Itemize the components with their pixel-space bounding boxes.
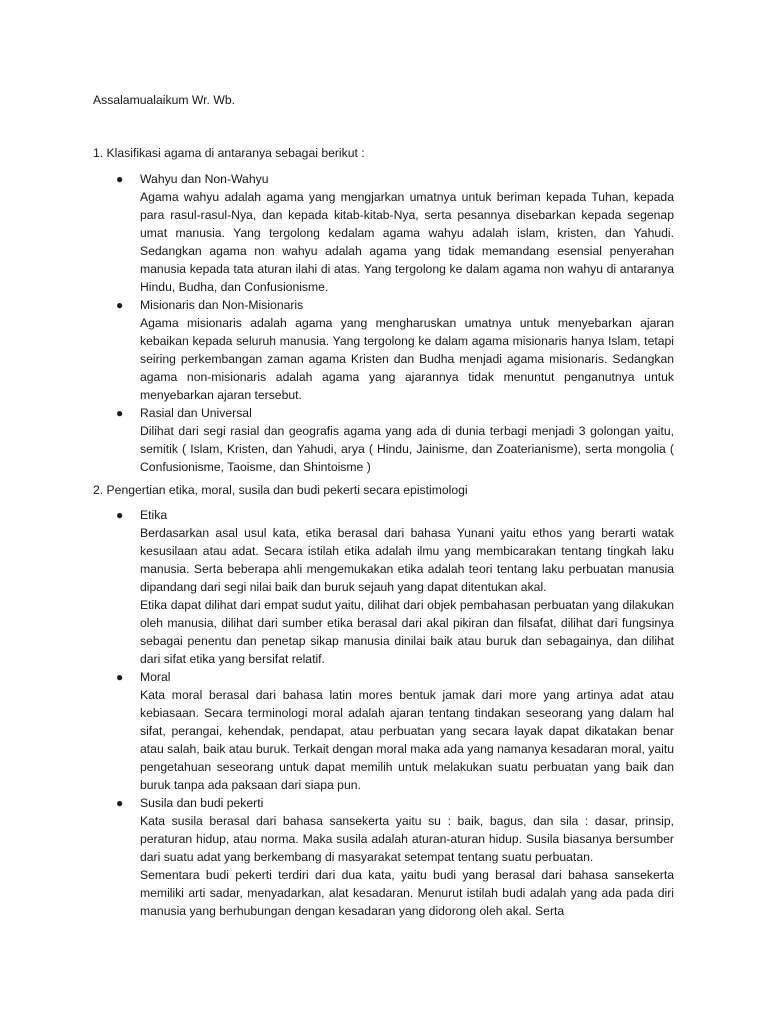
item-title: Rasial dan Universal	[140, 406, 252, 420]
section-1-list	[116, 170, 674, 476]
greeting: Assalamualaikum Wr. Wb.	[93, 93, 236, 107]
item-paragraph: Kata moral berasal dari bahasa latin mores bentuk jamak dari more yang artinya adat atau kebiasaan. Secara terminologi moral adalah ajaran tentang tindakan seseorang yang dalam hal sifat, perangai, kehendak, pendapat, atau perbuatan yang secara layak dapat dikatakan benar atau salah, baik atau buruk. Terkait dengan moral maka ada yang namanya kesadaran moral, yaitu pengetahuan seseorang untuk dapat memilih untuk melakukan suatu perbuatan yang baik dan buruk tanpa ada paksaan dari siapa pun.	[140, 688, 674, 792]
item-paragraph: Kata susila berasal dari bahasa sansekerta yaitu su : baik, bagus, dan sila : dasar, prinsip, peraturan hidup, atau norma. Maka susila adalah aturan-aturan hidup. Susila biasanya bersumber dari suatu adat yang berkembang di masyarakat setempat tentang suatu perbuatan.	[140, 814, 674, 864]
section-heading-2: 2. Pengertian etika, moral, susila dan budi pekerti secara epistimologi	[93, 483, 468, 497]
item-paragraph: Berdasarkan asal usul kata, etika berasal dari bahasa Yunani yaitu ethos yang berarti watak kesusilaan atau adat. Secara istilah etika adalah ilmu yang membicarakan tentang tingkah laku manusia. Serta beberapa ahli mengemukakan etika adalah teori tentang laku perbuatan manusia dipandang dari segi nilai baik dan buruk sejauh yang dapat ditentukan akal.	[140, 526, 674, 594]
item-title: Etika	[140, 508, 168, 522]
bullet-icon: ●	[116, 508, 124, 522]
item-title: Misionaris dan Non-Misionaris	[140, 298, 304, 312]
bullet-icon: ●	[116, 796, 124, 810]
item-paragraph: Etika dapat dilihat dari empat sudut yaitu, dilihat dari objek pembahasan perbuatan yang dilakukan oleh manusia, dilihat dari sumber etika berasal dari akal pikiran dan filsafat, dilihat dari fungsinya sebagai penentu dan penetap sikap manusia dinilai baik atau buruk dan sebagainya, dan dilihat dari sifat etika yang bersifat relatif.	[140, 598, 674, 666]
list-item-rasial	[116, 404, 674, 476]
section-heading-1: 1. Klasifikasi agama di antaranya sebagai berikut :	[93, 146, 365, 160]
item-title: Susila dan budi pekerti	[140, 796, 264, 810]
bullet-icon: ●	[116, 298, 124, 312]
item-paragraph: Sementara budi pekerti terdiri dari dua kata, yaitu budi yang berasal dari bahasa sansekerta memiliki arti sadar, menyadarkan, alat kesadaran. Menurut istilah budi adalah yang ada pada diri manusia yang berhubungan dengan kesadaran yang didorong oleh akal. Serta	[140, 868, 674, 918]
bullet-icon: ●	[116, 670, 124, 684]
list-item-misionaris	[116, 296, 674, 404]
item-title: Wahyu dan Non-Wahyu	[140, 172, 269, 186]
bullet-icon: ●	[116, 406, 124, 420]
list-item-susila	[116, 794, 674, 920]
section-2-list	[116, 506, 674, 920]
item-paragraph: Agama wahyu adalah agama yang mengjarkan umatnya untuk beriman kepada Tuhan, kepada para rasul-rasul-Nya, dan kepada kitab-kitab-Nya, serta pesannya disebarkan kepada segenap umat manusia. Yang tergolong kedalam agama wahyu adalah islam, kristen, dan Yahudi. Sedangkan agama non wahyu adalah agama yang tidak memandang esensial penyerahan manusia kepada tata aturan ilahi di atas. Yang tergolong ke dalam agama non wahyu di antaranya Hindu, Budha, dan Confusionisme.	[140, 190, 674, 294]
list-item-etika	[116, 506, 674, 668]
item-paragraph: Agama misionaris adalah agama yang mengharuskan umatnya untuk menyebarkan ajaran kebaikan kepada seluruh manusia. Yang tergolong ke dalam agama misionaris hanya Islam, tetapi seiring perkembangan zaman agama Kristen dan Budha menjadi agama misionaris. Sedangkan agama non-misionaris adalah agama yang ajarannya tidak menuntut penganutnya untuk menyebarkan ajaran tersebut.	[140, 316, 674, 402]
list-item-moral	[116, 668, 674, 794]
list-item-wahyu	[116, 170, 674, 296]
item-paragraph: Dilihat dari segi rasial dan geografis agama yang ada di dunia terbagi menjadi 3 golongan yaitu, semitik ( Islam, Kristen, dan Yahudi, arya ( Hindu, Jainisme, dan Zoaterianisme), serta mongolia ( Confusionisme, Taoisme, dan Shintoisme )	[140, 424, 674, 474]
bullet-icon: ●	[116, 172, 124, 186]
item-title: Moral	[140, 670, 171, 684]
